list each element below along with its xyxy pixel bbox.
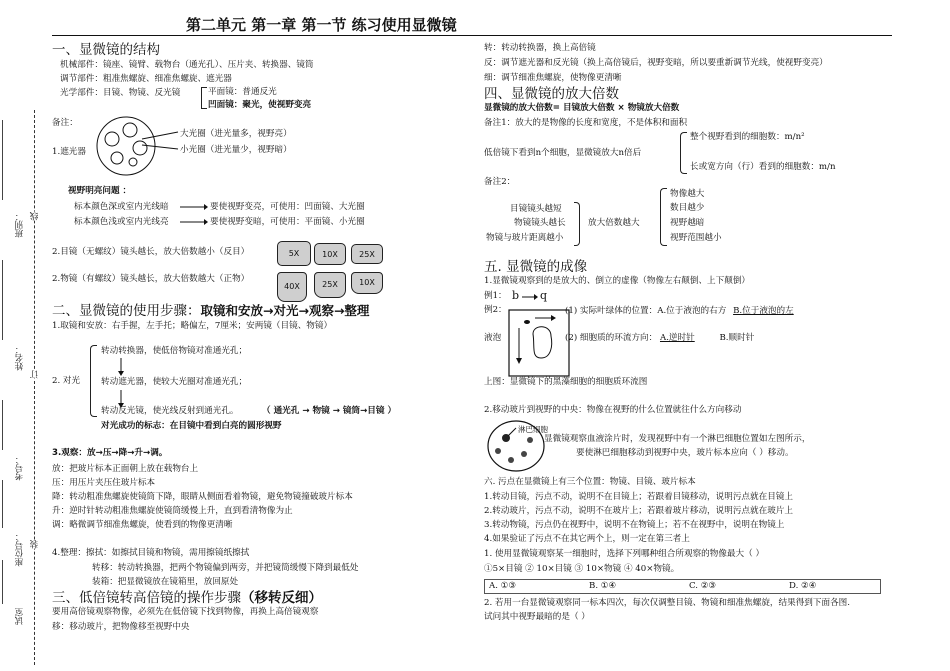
example-1-label: 例1： — [484, 291, 507, 301]
tidy-wipe: 4.整理：擦拭：如擦拭目镜和物镜，需用擦镜纸擦拭 — [52, 548, 250, 558]
eyepiece-lens-10x — [314, 243, 346, 265]
highpower-reflect: 反：调节遮光器和反光镜（换上高倍镜后，视野变暗，所以要重新调节光线，使视野变亮） — [484, 58, 828, 68]
chloroplast-option-b: B.位于液泡的左 — [733, 306, 794, 316]
exercise-1: 1. 使用显微镜观察某一细胞时，选择下列哪种组合所观察的物像最大（ ） — [484, 549, 765, 559]
exercise-2-question: 试问其中视野最暗的是（ ） — [484, 612, 590, 622]
section-usage-heading — [52, 303, 369, 319]
effect-smaller-field: 视野范围越小 — [670, 233, 722, 243]
light-brace — [90, 345, 97, 417]
mechanical-parts: 机械部件：镜座、镜臂、载物台（通光孔）、压片夹、转换器、镜筒 — [60, 60, 314, 70]
light-path: （ 通光孔 → 物镜 → 镜筒→目镜 ） — [262, 406, 397, 416]
observe-raise: 升：逆时针转动粗准焦螺旋使镜筒缓慢上升，直到看清物像为止 — [52, 506, 293, 516]
streaming-option-a: A.逆时针 — [659, 333, 695, 343]
exercise-1-options: ①5×目镜 ② 10×目镜 ③ 10×物镜 ④ 40×物镜。 — [484, 564, 680, 574]
choice-a[interactable]: A. ①③ — [489, 581, 517, 591]
chloroplast-question — [565, 306, 794, 317]
example-1-b: b — [512, 289, 520, 302]
lymphocyte-label: 淋巴细胞 — [518, 425, 548, 434]
cells-whole-field: 整个视野看到的细胞数：m/n² — [690, 132, 805, 142]
field-underline — [2, 400, 3, 450]
tidy-pack: 装箱：把显微镜放在镜箱里，放回原处 — [92, 577, 239, 587]
class-field: 班别： — [15, 212, 25, 238]
objective-lens-10x — [351, 272, 383, 294]
choice-c[interactable]: C. ②③ — [689, 581, 717, 591]
name-field: 姓名： — [15, 345, 25, 371]
lens-label: 40X — [284, 282, 300, 291]
diaphragm-label: 1.遮光器 — [52, 147, 86, 157]
light-condition: 标本颜色浅或室内光线亮 — [74, 217, 169, 227]
field-underline — [2, 260, 3, 340]
arrow-icon — [180, 217, 208, 227]
observe-lower: 降：转动粗准焦螺旋使镜筒下降，眼睛从侧面看着物镜，避免物镜撞破玻片标本 — [52, 492, 353, 502]
streaming-text: (2) 细胞质的环流方向： — [565, 333, 658, 343]
field-underline — [2, 480, 3, 528]
section-highpower-heading — [52, 590, 322, 606]
cause-long-objective: 物镜镜头越长 — [514, 218, 566, 228]
optical-parts: 光学部件：目镜、物镜、反光镜 — [60, 88, 181, 98]
objective-lens-40x — [277, 272, 307, 302]
stain-positions: 六. 污点在显微镜上有三个位置：物镜、目镜、玻片标本 — [484, 477, 696, 487]
page-title: 第二单元 第一章 第一节 练习使用显微镜 — [186, 16, 457, 34]
lens-label: 10X — [359, 278, 375, 287]
line-mark: 线 — [30, 212, 40, 221]
highpower-turn: 转：转动转换器，换上高倍镜 — [484, 43, 596, 53]
stain-elimination: 4.如果验证了污点不在其它两个上，则一定在第三者上 — [484, 534, 690, 544]
choice-b[interactable]: B. ①④ — [589, 581, 617, 591]
usage-heading-text: 二、显微镜的使用步骤： — [52, 303, 201, 319]
light-step-label: 2. 对光 — [52, 376, 81, 386]
exercise-2: 2. 若用一台显微镜观察同一标本四次，每次仅调整目镜、物镜和细准焦螺旋，结果得到下面各图. — [484, 598, 851, 608]
concave-mirror: 凹面镜：聚光，使视野变亮 — [208, 100, 312, 110]
cause-brace — [574, 202, 580, 246]
binding-dashed-line — [34, 110, 35, 665]
section-magnification-heading: 四、显微镜的放大倍数 — [484, 86, 619, 102]
cell-count-brace — [680, 132, 687, 174]
down-arrow-icon — [117, 358, 125, 376]
dark-condition: 标本颜色深或室内光线暗 — [74, 202, 169, 212]
magnification-note-1: 备注1：放大的是物像的长度和宽度，不是体积和面积 — [484, 118, 688, 128]
choice-d[interactable]: D. ②④ — [789, 581, 817, 591]
section-structure-heading: 一、显微镜的结构 — [52, 42, 160, 58]
chloroplast-option-a: (1) 实际叶绿体的位置：A.位于液泡的右方 — [565, 306, 727, 316]
arrow-icon — [180, 202, 208, 212]
magnification-note-2: 备注2： — [484, 177, 516, 187]
streaming-option-b: B.顺时针 — [719, 333, 755, 343]
usage-steps: 取镜和安放→对光→观察→整理 — [200, 303, 370, 318]
example-2-label: 例2： — [484, 305, 507, 315]
move-slide-rule: 2.移动玻片到视野的中央：物像在视野的什么位置就往什么方向移动 — [484, 405, 742, 415]
vacuole-label: 液泡 — [484, 333, 502, 343]
eyepiece-lens-5x — [277, 241, 311, 266]
field-underline — [2, 560, 3, 604]
adjust-parts: 调节部件：粗准焦螺旋、细准焦螺旋、遮光器 — [60, 74, 232, 84]
brightness-question: 视野明亮问题 ： — [68, 186, 132, 196]
title-rule — [52, 35, 892, 36]
effect-fewer-cells: 数目越少 — [670, 203, 705, 213]
observe-steps: 3.观察：放→压→降→升→调。 — [52, 448, 168, 458]
highpower-heading-text: 三、低倍镜转高倍镜的操作步骤 — [52, 590, 241, 606]
section-imaging-heading: 五. 显微镜的成像 — [484, 259, 588, 275]
effect-bigger-image: 物像越大 — [670, 189, 705, 199]
objective-rule: 2.物镜（有螺纹）镜头越长，放大倍数越大（正物） — [52, 274, 250, 284]
highpower-intro: 要用高倍镜观察物像，必须先在低倍镜下找到物像，再换上高倍镜观察 — [52, 607, 319, 617]
objective-lens-25x — [314, 272, 346, 298]
large-aperture: 大光圈（进光量多，视野亮） — [180, 129, 292, 139]
exam-no-field: 考号： — [15, 455, 25, 481]
arrow-icon — [522, 293, 538, 301]
streaming-question — [565, 333, 754, 344]
observe-place: 放：把玻片标本正面朝上放在载物台上 — [52, 464, 199, 474]
effect-darker: 视野越暗 — [670, 218, 705, 228]
light-step-2: 转动遮光器，使较大光圈对准通光孔； — [101, 377, 248, 387]
tidy-rotate: 转移：转动转换器，把两个物镜偏到两旁，并把镜筒缓慢下降到最低处 — [92, 563, 359, 573]
highpower-steps: （移转反细） — [241, 590, 322, 606]
observe-adjust: 调：略微调节细准焦螺旋，使看到的物像更清晰 — [52, 520, 233, 530]
light-step-1 — [101, 346, 247, 357]
light-remedy: 要使视野变暗，可使用：平面镜、小光圈 — [210, 217, 365, 227]
blood-smear-question: 显微镜观察血液涂片时，发现视野中有一个淋巴细胞位置如左图所示， — [544, 434, 811, 444]
cells-row: 长或宽方向（行）看到的细胞数：m/n — [690, 162, 836, 172]
observe-press: 压：用压片夹压住玻片标本 — [52, 478, 156, 488]
small-aperture: 小光圈（进光量少，视野暗） — [180, 145, 292, 155]
note-label: 备注： — [52, 118, 78, 128]
diaphragm-pointer-lines — [140, 125, 180, 155]
binding-margin — [0, 0, 50, 671]
blood-smear-question-2: 要使淋巴细胞移动到视野中央，玻片标本应向（ ）移动。 — [576, 448, 794, 458]
stain-slide: 2.转动玻片，污点不动，说明不在玻片上；若跟着玻片移动，说明污点就在玻片上 — [484, 506, 793, 516]
stain-objective: 3.转动物镜，污点仍在视野中，说明不在物镜上；若不在视野中，说明在物镜上 — [484, 520, 785, 530]
light-step-3: 转动反光镜，使光线反射到通光孔。 — [101, 406, 239, 416]
lens-label: 25X — [322, 280, 338, 289]
lens-label: 25X — [359, 250, 375, 259]
seat-field: 座位号： — [15, 532, 25, 567]
lens-label: 10X — [322, 250, 338, 259]
larger-magnification: 放大倍数越大 — [588, 218, 640, 228]
light-success-sign: 对光成功的标志：在目镜中看到白亮的圆形视野 — [101, 421, 282, 431]
order-mark: 订 — [30, 370, 40, 379]
flat-mirror: 平面镜：普通反光 — [208, 87, 277, 97]
stain-eyepiece: 1.转动目镜，污点不动，说明不在目镜上；若跟着目镜移动，说明污点就在目镜上 — [484, 492, 793, 502]
take-and-place: 1.取镜和安放：右手握，左手托；略偏左，7厘米；安两镜（目镜、物镜） — [52, 321, 333, 331]
cause-short-eyepiece: 目镜镜头越短 — [510, 204, 562, 214]
cell-count-condition: 低倍镜下看到n个细胞，显微镜放大n倍后 — [484, 148, 642, 158]
effect-brace — [660, 188, 667, 246]
mirror-brace — [201, 87, 207, 109]
highpower-move: 移：移动玻片，把物像移至视野中央 — [52, 622, 190, 632]
dark-remedy: 要使视野变亮，可使用：凹面镜、大光圈 — [210, 202, 365, 212]
diagram-caption: 上图：显微镜下的黑藻细胞的细胞质环流图 — [484, 377, 648, 387]
room-field: 试室 — [15, 608, 25, 626]
eyepiece-rule: 2.目镜（无螺纹）镜头越长，放大倍数越小（反目） — [52, 247, 250, 257]
bind-mark: 装 — [30, 540, 40, 549]
cause-small-distance: 物镜与玻片距离越小 — [486, 233, 564, 243]
answer-choices — [484, 579, 881, 594]
light-step-1-text: 转动转换器，使低倍物镜对准通光孔； — [101, 346, 248, 356]
eyepiece-lens-25x — [351, 244, 383, 264]
imaging-rule: 1.显微镜观察到的是放大的、倒立的虚像（物像左右颠倒、上下颠倒） — [484, 276, 751, 286]
example-1-q: q — [540, 289, 548, 302]
magnification-formula: 显微镜的放大倍数= 目镜放大倍数 × 物镜放大倍数 — [484, 103, 680, 113]
highpower-fine: 细：调节细准焦螺旋，使物像更清晰 — [484, 73, 622, 83]
lens-label: 5X — [288, 249, 300, 258]
field-underline — [2, 120, 3, 200]
